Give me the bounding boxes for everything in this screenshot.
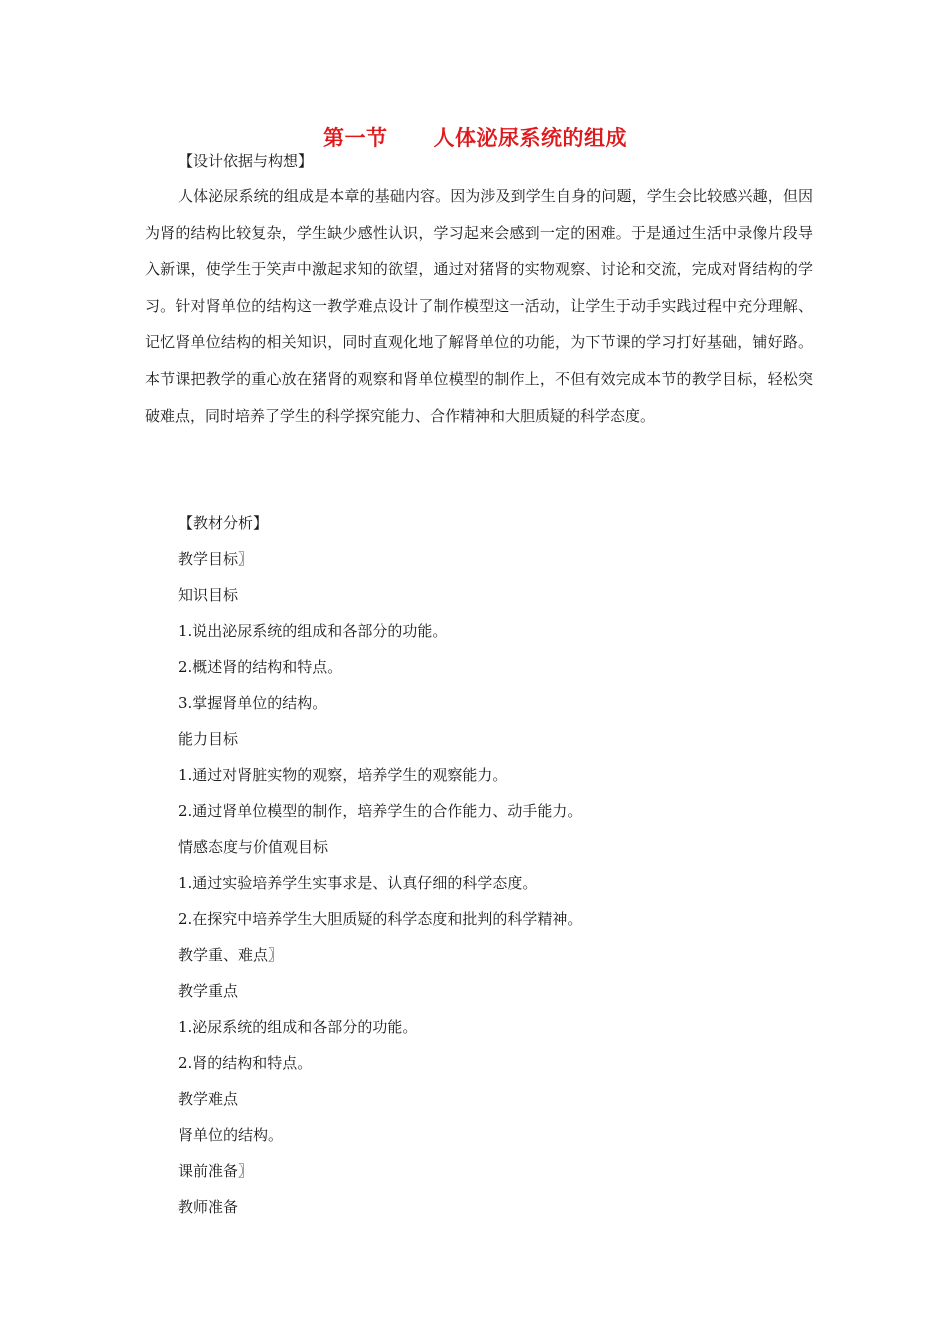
- ability-goals-heading: 能力目标: [178, 730, 239, 748]
- list-item: 1.通过实验培养学生实事求是、认真仔细的科学态度。: [178, 874, 538, 892]
- list-item: 1.通过对肾脏实物的观察，培养学生的观察能力。: [178, 766, 508, 784]
- teacher-preparation-heading: 教师准备: [178, 1198, 239, 1216]
- knowledge-goals-heading: 知识目标: [178, 586, 239, 604]
- title-section-number: 第一节: [323, 126, 388, 150]
- key-points-heading: 教学重点: [178, 982, 239, 1000]
- list-item: 2.通过肾单位模型的制作，培养学生的合作能力、动手能力。: [178, 802, 583, 820]
- difficult-points-heading: 教学难点: [178, 1090, 239, 1108]
- design-heading: 【设计依据与构想】: [178, 152, 314, 170]
- key-difficult-points-heading: 教学重、难点〗: [178, 946, 284, 964]
- list-item: 2.肾的结构和特点。: [178, 1054, 313, 1072]
- list-item: 肾单位的结构。: [178, 1126, 284, 1144]
- section-title: [0, 122, 950, 152]
- design-paragraph: 人体泌尿系统的组成是本章的基础内容。因为涉及到学生自身的问题，学生会比较感兴趣，但因为肾的结构比较复杂，学生缺少感性认识，学习起来会感到一定的困难。于是通过生活中录像片段导入新课，使学生于笑声中激起求知的欲望，通过对猪肾的实物观察、讨论和交流，完成对肾结构的学习。针对肾单位的结构这一教学难点设计了制作模型这一活动，让学生于动手实践过程中充分理解、记忆肾单位结构的相关知识，同时直观化地了解肾单位的功能，为下节课的学习打好基础，铺好路。本节课把教学的重心放在猪肾的观察和肾单位模型的制作上，不但有效完成本节的教学目标，轻松突破难点，同时培养了学生的科学探究能力、合作精神和大胆质疑的科学态度。: [145, 187, 813, 425]
- preparation-heading: 课前准备〗: [178, 1162, 254, 1180]
- list-item: 1.泌尿系统的组成和各部分的功能。: [178, 1018, 418, 1036]
- textbook-analysis-heading: 【教材分析】: [178, 514, 269, 532]
- attitude-goals-heading: 情感态度与价值观目标: [178, 838, 329, 856]
- list-item: 2.概述肾的结构和特点。: [178, 658, 343, 676]
- teaching-goals-heading: 教学目标〗: [178, 550, 254, 568]
- list-item: 3.掌握肾单位的结构。: [178, 694, 328, 712]
- list-item: 1.说出泌尿系统的组成和各部分的功能。: [178, 622, 448, 640]
- title-section-name: 人体泌尿系统的组成: [433, 126, 627, 150]
- list-item: 2.在探究中培养学生大胆质疑的科学态度和批判的科学精神。: [178, 910, 583, 928]
